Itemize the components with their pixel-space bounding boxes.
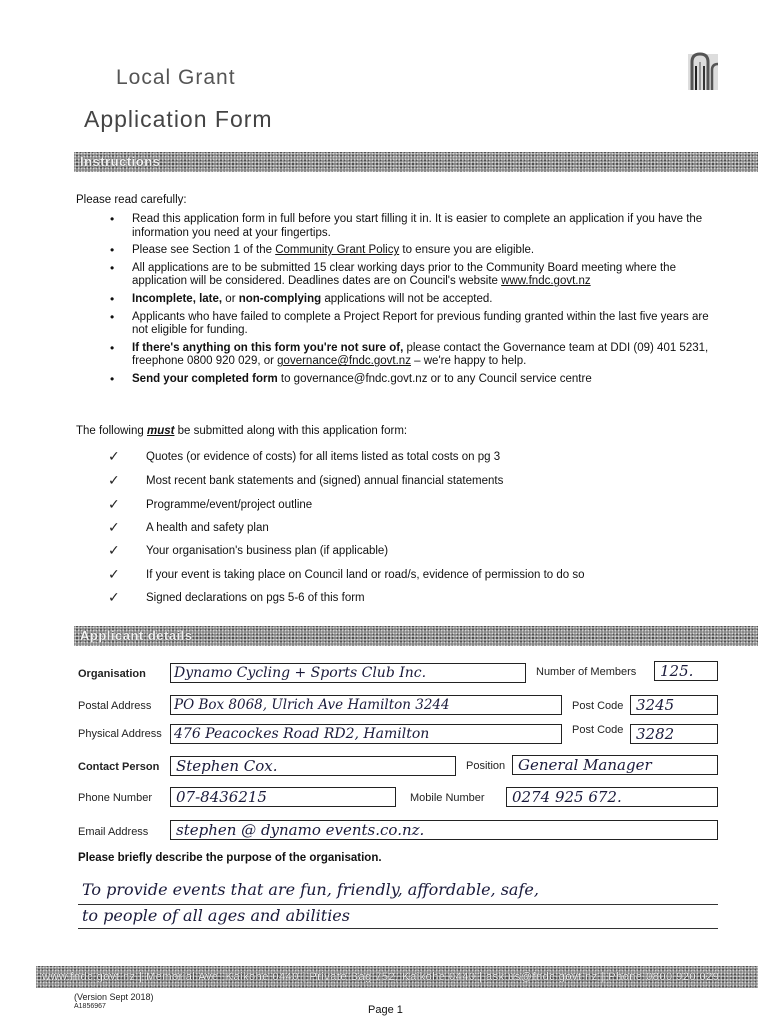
- list-item: • Read this application form in full before you start filling it in. It is easier to complete an application if you have the information you need at your fingertips.: [100, 213, 720, 240]
- position-value: General Manager: [518, 756, 652, 774]
- mobile-number-value: 0274 925 672.: [512, 788, 622, 806]
- form-title-line1: Local Grant: [116, 66, 236, 89]
- purpose-line-1[interactable]: To provide events that are fun, friendly, affordable, safe,: [82, 880, 539, 899]
- postal-code-value: 3245: [636, 696, 675, 714]
- governance-email-link[interactable]: governance@fndc.govt.nz: [277, 355, 411, 368]
- handwritten-tick-icon: ✓: [108, 543, 120, 559]
- checklist-item[interactable]: ✓ Quotes (or evidence of costs) for all items listed as total costs on pg 3: [108, 449, 501, 465]
- checklist-item[interactable]: ✓ Programme/event/project outline: [108, 497, 313, 513]
- contact-person-label: Contact Person: [78, 761, 160, 773]
- purpose-rule: [78, 904, 718, 905]
- form-title-line2: Application Form: [84, 106, 273, 132]
- list-item: • Applicants who have failed to complete a Project Report for previous funding granted within the last five years are not eligible for funding.: [100, 311, 720, 338]
- list-item: • All applications are to be submitted 15 clear working days prior to the Community Board meeting where the application will be considered. Deadlines dates are on Council's website www.fndc.govt.nz: [100, 262, 720, 289]
- checklist-item[interactable]: ✓ Your organisation's business plan (if applicable): [108, 543, 389, 559]
- postal-address-label: Postal Address: [78, 700, 152, 712]
- list-item: • Send your completed form to governance@fndc.govt.nz or to any Council service centre: [100, 373, 720, 387]
- members-value: 125.: [660, 662, 694, 680]
- read-carefully-text: Please read carefully:: [76, 194, 187, 206]
- physical-address-label: Physical Address: [78, 728, 162, 740]
- purpose-rule: [78, 928, 718, 929]
- purpose-line-2[interactable]: to people of all ages and abilities: [82, 906, 350, 925]
- checklist-item[interactable]: ✓ Signed declarations on pgs 5-6 of this form: [108, 590, 365, 606]
- phone-number-label: Phone Number: [78, 792, 152, 804]
- checklist-item[interactable]: ✓ If your event is taking place on Council land or road/s, evidence of permission to do so: [108, 567, 585, 583]
- email-address-value: stephen @ dynamo events.co.nz.: [176, 821, 425, 839]
- purpose-label: Please briefly describe the purpose of the organisation.: [78, 852, 382, 864]
- position-label: Position: [466, 760, 506, 772]
- policy-link[interactable]: Community Grant Policy: [275, 244, 400, 257]
- email-address-label: Email Address: [78, 826, 149, 838]
- website-link[interactable]: www.fndc.govt.nz: [501, 275, 591, 288]
- physical-code-label: Post Code: [572, 724, 624, 736]
- checklist-item[interactable]: ✓ A health and safety plan: [108, 520, 269, 536]
- following-submitted-text: The following must be submitted along with this application form:: [76, 425, 408, 437]
- mobile-number-label: Mobile Number: [410, 792, 485, 804]
- members-label: Number of Members: [536, 666, 637, 678]
- contact-person-value: Stephen Cox.: [176, 757, 278, 775]
- instructions-heading: Instructions: [74, 152, 758, 172]
- postal-address-value: PO Box 8068, Ulrich Ave Hamilton 3244: [174, 697, 450, 713]
- instructions-list: [100, 213, 720, 387]
- handwritten-tick-icon: ✓: [108, 590, 120, 606]
- postal-code-label: Post Code: [572, 700, 624, 712]
- organisation-label: Organisation: [78, 668, 146, 680]
- organisation-value: Dynamo Cycling + Sports Club Inc.: [174, 665, 427, 681]
- list-item: • Please see Section 1 of the Community Grant Policy to ensure you are eligible.: [100, 244, 720, 258]
- physical-address-value: 476 Peacockes Road RD2, Hamilton: [174, 726, 430, 742]
- page-number: Page 1: [368, 1004, 403, 1016]
- handwritten-tick-icon: ✓: [108, 473, 120, 489]
- checklist-item[interactable]: ✓ Most recent bank statements and (signed) annual financial statements: [108, 473, 504, 489]
- list-item: • Incomplete, late, or non-complying applications will not be accepted.: [100, 293, 720, 307]
- handwritten-tick-icon: ✓: [108, 449, 120, 465]
- applicant-details-heading: Applicant details: [74, 626, 758, 646]
- phone-number-value: 07-8436215: [176, 788, 267, 806]
- list-item: • If there's anything on this form you're not sure of, please contact the Governance team at DDI (09) 401 5231, freephone 0800 920 029, or governance@fndc.govt.nz – we're happy to help.: [100, 342, 720, 369]
- version-note: (Version Sept 2018) A1856967: [74, 992, 154, 1010]
- handwritten-tick-icon: ✓: [108, 497, 120, 513]
- physical-code-value: 3282: [636, 725, 675, 743]
- handwritten-tick-icon: ✓: [108, 567, 120, 583]
- handwritten-tick-icon: ✓: [108, 520, 120, 536]
- footer-contact-band: www.fndc.govt.nz | Memorial Ave, Kaikohe 0440 | Private Bag 752, Kaikohe 0440 | ask.us@fndc.govt.nz | Phone 0800 920 029: [36, 966, 758, 988]
- council-crest-icon: [686, 50, 726, 96]
